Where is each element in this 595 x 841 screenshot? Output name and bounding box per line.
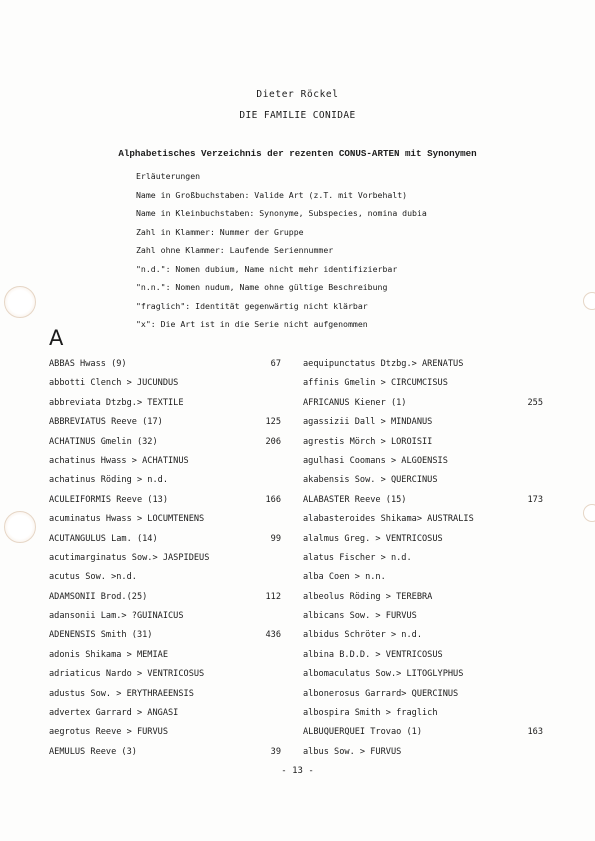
species-name: AFRICANUS Kiener (1)	[303, 397, 407, 408]
species-entry	[49, 704, 281, 723]
species-name: albospira Smith > fraglich	[303, 708, 438, 719]
species-name: albonerosus Garrard> QUERCINUS	[303, 688, 459, 699]
species-name: albidus Schröter > n.d.	[303, 630, 422, 641]
species-name: ACULEIFORMIS Reeve (13)	[49, 494, 168, 505]
species-name: aequipunctatus Dtzbg.> ARENATUS	[303, 359, 464, 369]
punch-hole-edge	[583, 504, 595, 522]
species-name: ALABASTER Reeve (15)	[303, 494, 407, 505]
species-name: adustus Sow. > ERYTHRAEENSIS	[49, 688, 194, 699]
serial-number: 112	[265, 591, 281, 602]
family-heading: DIE FAMILIE CONIDAE	[239, 110, 356, 121]
species-entry	[303, 491, 543, 510]
species-entry	[49, 723, 281, 742]
species-name: AEMULUS Reeve (3)	[49, 746, 137, 757]
species-entry	[49, 394, 281, 413]
species-name: achatinus Hwass > ACHATINUS	[49, 455, 189, 466]
species-entry	[49, 568, 281, 587]
serial-number: 206	[265, 436, 281, 447]
species-name: ACHATINUS Gmelin (32)	[49, 436, 158, 447]
species-name: adansonii Lam.> ?GUINAICUS	[49, 611, 184, 622]
serial-number: 39	[270, 746, 281, 757]
species-entry	[303, 646, 543, 665]
explanations-block	[136, 167, 427, 334]
species-entry	[49, 607, 281, 626]
species-name: ACUTANGULUS Lam. (14)	[49, 533, 158, 544]
serial-number: 436	[265, 630, 281, 641]
species-entry	[49, 665, 281, 684]
serial-number: 67	[270, 359, 281, 369]
section-letter: A	[49, 326, 64, 350]
species-entry	[303, 568, 543, 587]
explanation-line: "n.n.": Nomen nudum, Name ohne gültige Beschreibung	[136, 282, 388, 292]
species-entry	[303, 510, 543, 529]
species-entry	[49, 413, 281, 432]
punch-hole	[4, 286, 36, 318]
species-name: aegrotus Reeve > FURVUS	[49, 727, 168, 738]
species-entry	[49, 588, 281, 607]
species-entry	[303, 394, 543, 413]
serial-number: 173	[527, 494, 543, 505]
species-entry	[49, 374, 281, 393]
species-entry	[49, 626, 281, 645]
species-entry	[303, 452, 543, 471]
species-name: alalmus Greg. > VENTRICOSUS	[303, 533, 443, 544]
species-entry	[303, 355, 543, 374]
author-name: Dieter Röckel	[256, 89, 339, 100]
explanation-line: "fraglich": Identität gegenwärtig nicht klärbar	[136, 300, 368, 311]
species-entry	[49, 646, 281, 665]
species-entry	[303, 723, 543, 742]
species-entry	[49, 433, 281, 452]
species-name: agrestis Mörch > LOROISII	[303, 436, 433, 447]
species-name: abbotti Clench > JUCUNDUS	[49, 378, 179, 389]
page-number: - 13 -	[281, 766, 314, 776]
species-name: agassizii Dall > MINDANUS	[303, 417, 433, 428]
species-entry	[303, 433, 543, 452]
species-name: ALBUQUERQUEI Trovao (1)	[303, 727, 422, 738]
species-entry	[49, 685, 281, 704]
species-name: alba Coen > n.n.	[303, 572, 386, 583]
explanation-line: Zahl ohne Klammer: Laufende Seriennummer	[136, 245, 334, 255]
species-entry	[303, 665, 543, 684]
species-entry	[49, 510, 281, 529]
species-name: acutus Sow. >n.d.	[49, 572, 137, 583]
species-name: alabasteroides Shikama> AUSTRALIS	[303, 514, 474, 525]
explanation-line: Name in Großbuchstaben: Valide Art (z.T. mit Vorbehalt)	[136, 189, 408, 200]
species-entry	[49, 355, 281, 374]
species-entry	[303, 704, 543, 723]
species-entry	[49, 491, 281, 510]
species-name: ADAMSONII Brod.(25)	[49, 591, 148, 602]
serial-number: 99	[270, 533, 281, 544]
explanations-heading: Erläuterungen	[136, 171, 201, 181]
species-entry	[303, 549, 543, 568]
serial-number: 166	[265, 494, 281, 505]
species-name: acutimarginatus Sow.> JASPIDEUS	[49, 552, 210, 563]
species-list-right	[303, 355, 543, 762]
page-title: Alphabetisches Verzeichnis der rezenten CONUS-ARTEN mit Synonymen	[118, 148, 477, 159]
serial-number: 163	[527, 727, 543, 738]
species-name: alatus Fischer > n.d.	[303, 552, 412, 563]
species-entry	[303, 588, 543, 607]
species-name: albina B.D.D. > VENTRICOSUS	[303, 649, 443, 660]
species-name: albus Sow. > FURVUS	[303, 746, 402, 757]
species-entry	[303, 685, 543, 704]
species-name: agulhasi Coomans > ALGOENSIS	[303, 455, 448, 466]
species-entry	[49, 549, 281, 568]
species-name: albeolus Röding > TEREBRA	[303, 591, 433, 602]
species-entry	[303, 471, 543, 490]
punch-hole	[4, 511, 36, 543]
species-name: ADENENSIS Smith (31)	[49, 630, 153, 641]
explanation-line: "n.d.": Nomen dubium, Name nicht mehr identifizierbar	[136, 263, 398, 274]
species-name: albicans Sow. > FURVUS	[303, 611, 417, 622]
explanation-line: Name in Kleinbuchstaben: Synonyme, Subspecies, nomina dubia	[136, 208, 427, 218]
serial-number: 125	[265, 417, 281, 428]
species-list-left	[49, 355, 281, 762]
species-entry	[49, 471, 281, 490]
species-name: adriaticus Nardo > VENTRICOSUS	[49, 669, 205, 680]
species-entry	[303, 530, 543, 549]
species-name: adonis Shikama > MEMIAE	[49, 649, 168, 660]
species-name: akabensis Sow. > QUERCINUS	[303, 475, 438, 486]
species-name: affinis Gmelin > CIRCUMCISUS	[303, 378, 448, 389]
species-name: ABBAS Hwass (9)	[49, 359, 127, 369]
punch-hole-edge	[583, 292, 595, 310]
species-name: abbreviata Dtzbg.> TEXTILE	[49, 397, 184, 408]
species-entry	[49, 452, 281, 471]
species-name: albomaculatus Sow.> LITOGLYPHUS	[303, 669, 464, 680]
species-name: ABBREVIATUS Reeve (17)	[49, 417, 163, 428]
explanation-line: Zahl in Klammer: Nummer der Gruppe	[136, 226, 304, 237]
species-entry	[303, 743, 543, 762]
species-entry	[303, 413, 543, 432]
species-entry	[303, 374, 543, 393]
species-name: acuminatus Hwass > LOCUMTENENS	[49, 514, 205, 525]
species-entry	[303, 626, 543, 645]
species-name: advertex Garrard > ANGASI	[49, 708, 179, 719]
species-entry	[49, 743, 281, 762]
explanation-line: "x": Die Art ist in die Serie nicht aufgenommen	[136, 319, 368, 329]
species-entry	[49, 530, 281, 549]
species-name: achatinus Röding > n.d.	[49, 475, 168, 486]
serial-number: 255	[527, 397, 543, 408]
species-entry	[303, 607, 543, 626]
